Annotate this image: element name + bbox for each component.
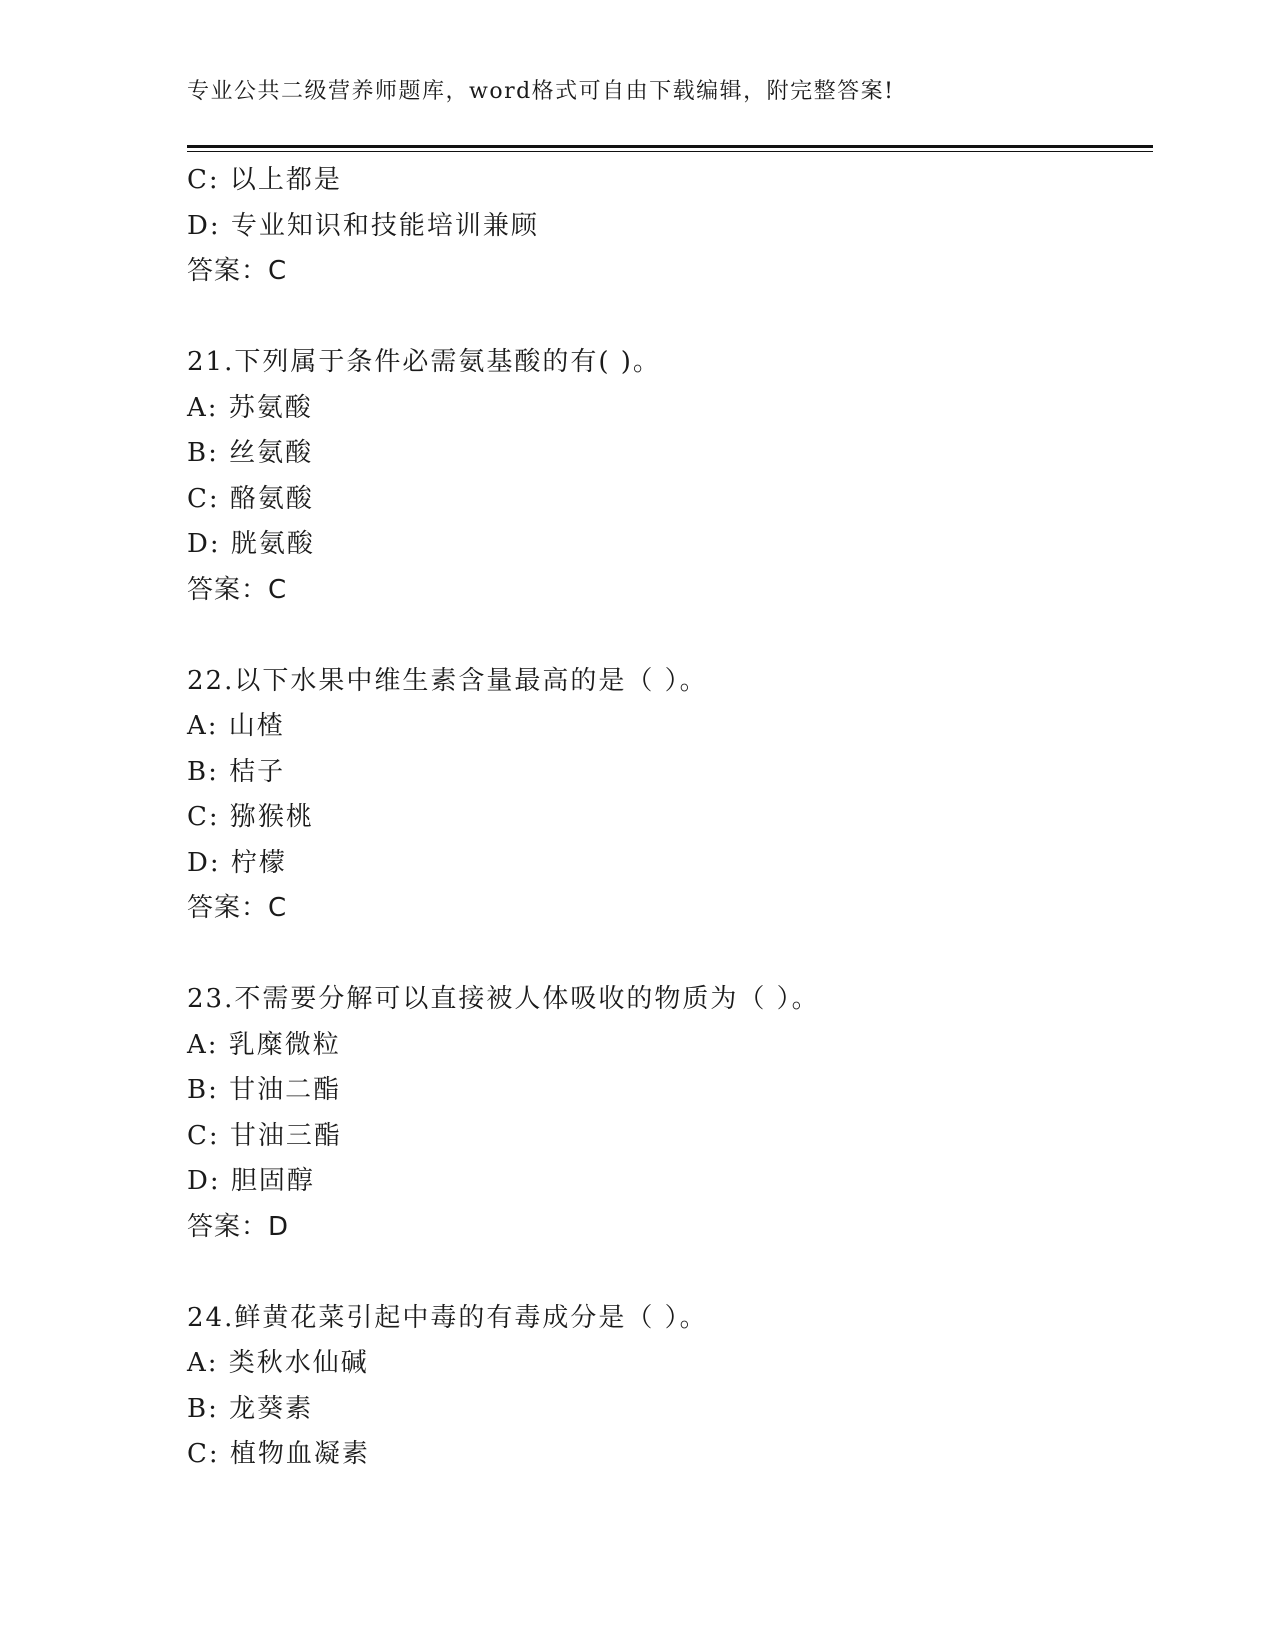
question-stem: 22.以下水果中维生素含量最高的是（ ）。 xyxy=(187,665,708,696)
answer-line: 答案：D xyxy=(187,1211,290,1242)
option-c: C: 酪氨酸 xyxy=(187,483,314,514)
spacer xyxy=(187,1250,1147,1296)
option-b: B: 桔子 xyxy=(187,756,286,787)
question-23 xyxy=(187,977,1147,1250)
option-c: C: 植物血凝素 xyxy=(187,1439,370,1469)
option-a: A: 类秋水仙碱 xyxy=(187,1348,369,1378)
option-d: D: 柠檬 xyxy=(187,847,287,878)
question-21 xyxy=(187,340,1147,613)
header-rule-thick xyxy=(187,145,1153,148)
option-d: D: 专业知识和技能培训兼顾 xyxy=(187,210,539,241)
page-header: 专业公共二级营养师题库，word格式可自由下载编辑，附完整答案! xyxy=(187,79,895,104)
option-b: B: 龙葵素 xyxy=(187,1393,314,1424)
question-stem: 21.下列属于条件必需氨基酸的有( )。 xyxy=(187,347,661,377)
spacer xyxy=(187,932,1147,978)
question-22 xyxy=(187,659,1147,932)
option-b: B: 甘油二酯 xyxy=(187,1075,342,1105)
option-d: D: 胆固醇 xyxy=(187,1166,315,1196)
option-b: B: 丝氨酸 xyxy=(187,438,314,468)
question-24 xyxy=(187,1296,1147,1478)
option-c: C: 以上都是 xyxy=(187,165,342,195)
question-stem: 23.不需要分解可以直接被人体吸收的物质为（ ）。 xyxy=(187,984,820,1014)
answer-line: 答案：C xyxy=(187,574,288,605)
question-content xyxy=(187,158,1147,1478)
option-a: A: 苏氨酸 xyxy=(187,392,313,423)
option-d: D: 胱氨酸 xyxy=(187,529,315,559)
spacer xyxy=(187,295,1147,341)
spacer xyxy=(187,613,1147,659)
option-a: A: 山楂 xyxy=(187,711,285,741)
option-a: A: 乳糜微粒 xyxy=(187,1029,341,1060)
question-20-continuation xyxy=(187,158,1147,295)
option-c: C: 甘油三酯 xyxy=(187,1120,342,1151)
answer-line: 答案：C xyxy=(187,256,288,286)
option-c: C: 猕猴桃 xyxy=(187,802,314,832)
header-rule-thin xyxy=(187,151,1153,152)
answer-line: 答案：C xyxy=(187,893,288,923)
question-stem: 24.鲜黄花菜引起中毒的有毒成分是（ ）。 xyxy=(187,1302,708,1333)
